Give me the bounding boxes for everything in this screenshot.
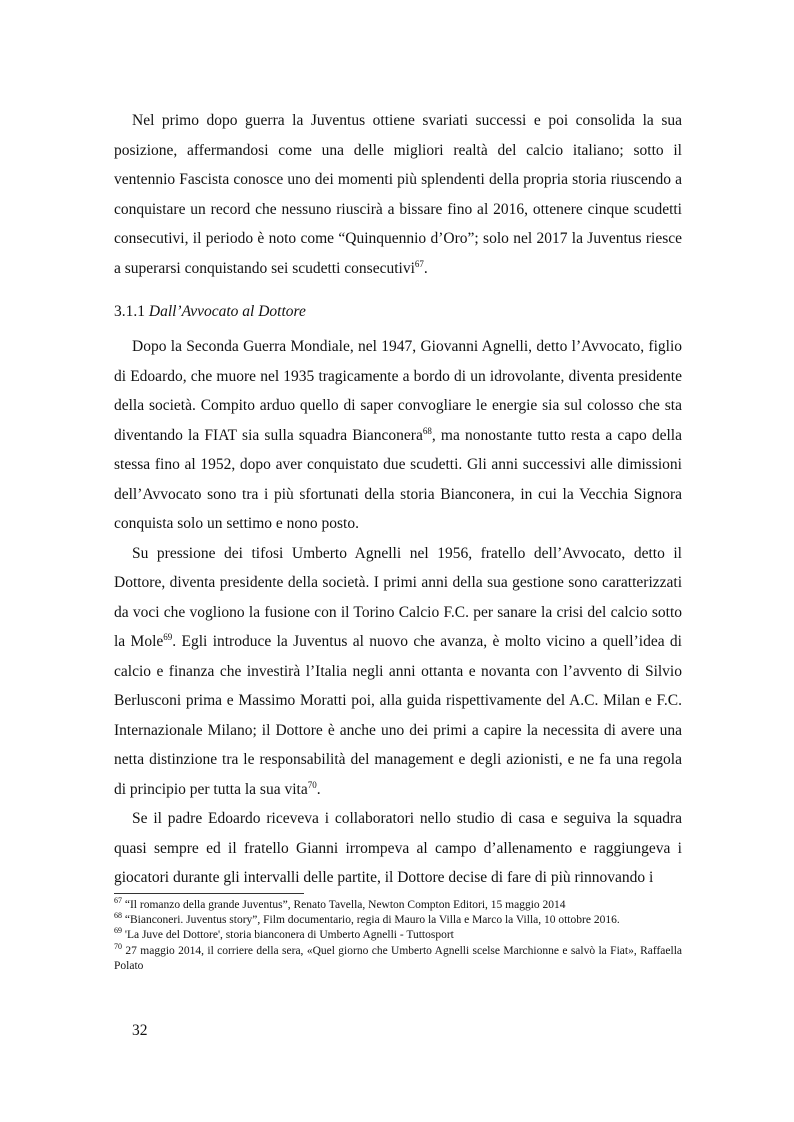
paragraph-3-text-cont: . Egli introduce la Juventus al nuovo che avanza, è molto vicino a quell’idea di calcio e finanza che investirà l’Italia negli anni ottanta e novanta con l’avvento di Silvio Berlusconi prima e Massimo Moratti poi, alla guida rispettivamente del A.C. Milan e F.C. Internazionale Milano; il Dottore è anche uno dei primi a capire la necessita di avere una netta distinzione tra le responsabilità del management e degli azionisti, e ne fa una regola di principio per tutta la sua vita (114, 633, 682, 798)
page-number: 32 (132, 1022, 148, 1039)
paragraph-2-text: Dopo la Seconda Guerra Mondiale, nel 1947, Giovanni Agnelli, detto l’Avvocato, figlio di Edoardo, che muore nel 1935 tragicamente a bordo di un idrovolante, diventa presidente della società. Compito arduo quello di saper convogliare le energie sia sul colosso che sta diventando la FIAT sia sulla squadra Bianconera (114, 338, 682, 444)
paragraph-1: Nel primo dopo guerra la Juventus ottiene svariati successi e poi consolida la sua posizione, affermandosi come una delle migliori realtà del calcio italiano; sotto il ventennio Fascista conosce uno dei momenti più splendenti della propria storia riuscendo a conquistare un record che nessuno riuscirà a bissare fino al 2016, ottenere cinque scudetti consecutivi, il periodo è noto come “Quinquennio d’Oro”; solo nel 2017 la Juventus riesce a superarsi conquistando sei scudetti consecutivi$^{67}$. (114, 112, 682, 277)
footnote-ref-67[interactable]: 67 (414, 258, 424, 269)
paragraph-4-text: Se il padre Edoardo riceveva i collaboratori nello studio di casa e seguiva la squadra quasi sempre ed il fratello Gianni irrompeva al campo d’allenamento e raggiungeva i giocatori durante gli intervalli delle partite, il Dottore decise di fare di più rinnovando i (114, 810, 682, 886)
footnote-67 (114, 898, 682, 913)
body-text (114, 106, 682, 893)
footnote-ref-70[interactable]: 70 (307, 779, 317, 790)
paragraph-4 (114, 804, 682, 893)
footnote-70 (114, 941, 683, 974)
footnote-text: “Il romanzo della grande Juventus”, Renato Tavella, Newton Compton Editori, 15 maggio 2014 (124, 899, 566, 911)
section-title: Dall’Avvocato al Dottore (148, 303, 306, 320)
footnote-text: “Bianconeri. Juventus story”, Film documentario, regia di Mauro la Villa e Marco la Villa, 10 ottobre 2016. (124, 914, 620, 927)
section-number: 3.1.1 (114, 303, 145, 320)
footnote-69 (114, 928, 682, 943)
paragraph-2 (114, 332, 682, 539)
footnote-ref-68[interactable]: 68 (422, 425, 432, 436)
footnote-68 (114, 913, 682, 928)
footnote-ref-69[interactable]: 69 (163, 631, 173, 642)
footnote-number: 70 (114, 941, 122, 951)
footnote-separator (114, 893, 304, 894)
section-heading (114, 297, 682, 326)
paragraph-1-text: Nel primo dopo guerra la Juventus ottiene svariati successi e poi consolida la sua posizione, affermandosi come una delle migliori realtà del calcio italiano; sotto il ventennio Fascista conosce uno dei momenti più splendenti della propria storia riuscendo a conquistare un record che nessuno riuscirà a bissare fino al 2016, ottenere cinque scudetti consecutivi, il periodo è noto come “Quinquennio d’Oro”; solo nel 2017 la Juventus riesce a superarsi conquistando sei scudetti consecutivi (114, 112, 682, 277)
footnote-number: 67 (114, 896, 122, 906)
footnote-text: 27 maggio 2014, il corriere della sera, «Quel giorno che Umberto Agnelli scelse Marchionne e salvò la Fiat», Raffaella Polato (114, 944, 683, 972)
footnotes (114, 898, 682, 974)
paragraph-2-text-cont: , ma nonostante tutto resta a capo della stessa fino al 1952, dopo aver conquistato due scudetti. Gli anni successivi alle dimissioni dell’Avvocato sono tra i più sfortunati della storia Bianconera, in cui la Vecchia Signora conquista solo un settimo e nono posto. (114, 426, 682, 532)
paragraph-3-end: . (316, 780, 321, 798)
footnote-number: 68 (114, 911, 122, 921)
paragraph-3-text: Su pressione dei tifosi Umberto Agnelli nel 1956, fratello dell’Avvocato, detto il Dottore, diventa presidente della società. I primi anni della sua gestione sono caratterizzati da voci che vogliono la fusione con il Torino Calcio F.C. per sanare la crisi del calcio sotto la Mole (114, 544, 682, 650)
footnote-number: 69 (114, 926, 122, 936)
footnote-text: 'La Juve del Dottore', storia bianconera di Umberto Agnelli - Tuttosport (124, 929, 454, 942)
paragraph-3 (114, 539, 682, 805)
